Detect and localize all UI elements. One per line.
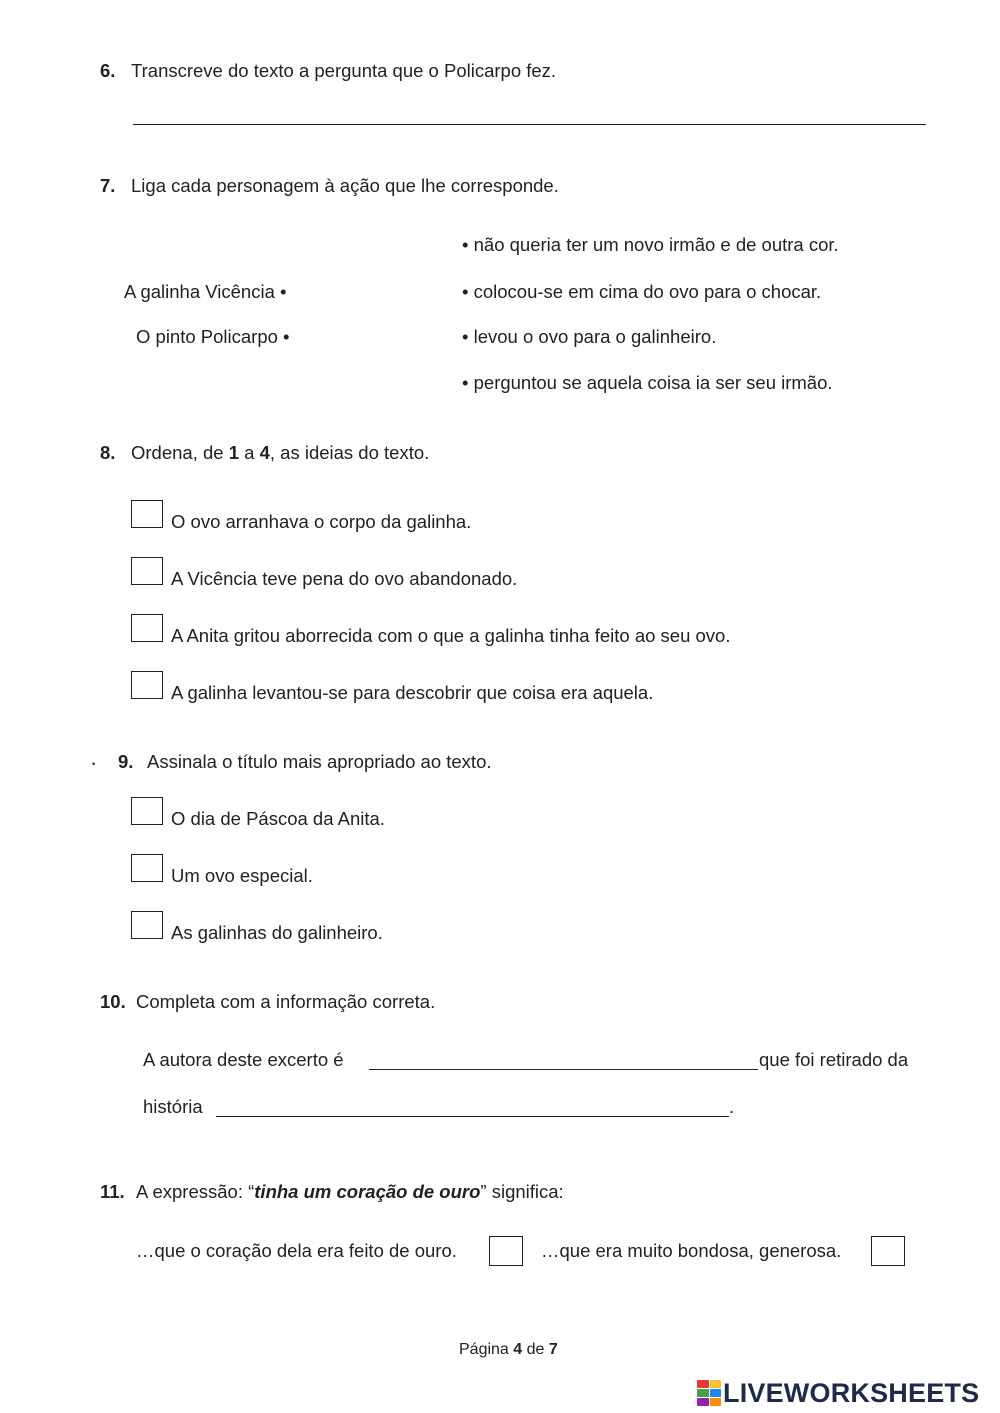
q11-number: 11. (100, 1181, 125, 1202)
q10-author-blank[interactable] (369, 1069, 758, 1070)
q7-number: 7. (100, 175, 116, 196)
q9-check-box-1[interactable] (131, 797, 163, 825)
liveworksheets-logo-text: LIVEWORKSHEETS (723, 1377, 980, 1408)
q7-text: Liga cada personagem à ação que lhe corresponde. (131, 175, 559, 196)
q9-item-1: O dia de Páscoa da Anita. (171, 808, 385, 829)
q9-marker: • (92, 759, 96, 769)
q11-option-1: …que o coração dela era feito de ouro. (136, 1240, 457, 1261)
page-of: de (522, 1341, 549, 1358)
logo-tile-2 (710, 1380, 722, 1388)
q7-action-4[interactable]: • perguntou se aquela coisa ia ser seu irmão. (462, 372, 833, 393)
q8-text (131, 442, 429, 464)
q9-text: Assinala o título mais apropriado ao texto. (147, 751, 492, 772)
q7-action-3[interactable]: • levou o ovo para o galinheiro. (462, 326, 717, 347)
q9-item-2: Um ovo especial. (171, 865, 313, 886)
q7-character-policarpo[interactable]: O pinto Policarpo • (136, 326, 290, 347)
logo-tile-4 (710, 1389, 722, 1397)
q10-story-blank[interactable] (216, 1116, 729, 1117)
q11-text-a: A expressão: “ (136, 1181, 255, 1202)
q8-item-4: A galinha levantou-se para descobrir que coisa era aquela. (171, 682, 654, 703)
q9-check-box-3[interactable] (131, 911, 163, 939)
q8-bold-1: 1 (228, 442, 239, 463)
q8-order-box-2[interactable] (131, 557, 163, 585)
logo-tile-5 (697, 1398, 709, 1406)
q9-check-box-2[interactable] (131, 854, 163, 882)
q6-text: Transcreve do texto a pergunta que o Policarpo fez. (131, 60, 557, 81)
page-current: 4 (513, 1341, 523, 1358)
liveworksheets-logo-icon (697, 1380, 721, 1406)
q8-order-box-1[interactable] (131, 500, 163, 528)
q10-line2-start: história (143, 1096, 203, 1117)
q10-text: Completa com a informação correta. (136, 991, 436, 1012)
q9-item-3: As galinhas do galinheiro. (171, 922, 383, 943)
q11-text-b: ” significa: (480, 1181, 564, 1202)
q11-option-2: …que era muito bondosa, generosa. (541, 1240, 842, 1261)
q7-character-vicencia[interactable]: A galinha Vicência • (124, 281, 287, 302)
q8-number: 8. (100, 442, 116, 463)
q11-text (136, 1181, 564, 1203)
liveworksheets-logo[interactable] (697, 1378, 979, 1408)
q8-item-3: A Anita gritou aborrecida com o que a galinha tinha feito ao seu ovo. (171, 625, 731, 646)
q8-text-b: a (239, 442, 260, 463)
q7-action-1[interactable]: • não queria ter um novo irmão e de outra cor. (462, 234, 839, 255)
logo-tile-6 (710, 1398, 722, 1406)
q8-order-box-3[interactable] (131, 614, 163, 642)
q8-bold-4: 4 (259, 442, 270, 463)
q8-text-a: Ordena, de (131, 442, 229, 463)
q8-item-2: A Vicência teve pena do ovo abandonado. (171, 568, 518, 589)
q7-action-2[interactable]: • colocou-se em cima do ovo para o chocar. (462, 281, 822, 302)
q8-text-c: , as ideias do texto. (269, 442, 430, 463)
q8-item-1: O ovo arranhava o corpo da galinha. (171, 511, 472, 532)
logo-tile-3 (697, 1389, 709, 1397)
q11-option-2-box[interactable] (871, 1236, 905, 1266)
q8-order-box-4[interactable] (131, 671, 163, 699)
logo-tile-1 (697, 1380, 709, 1388)
q9-number: 9. (118, 751, 134, 772)
q10-line2-end: . (729, 1096, 735, 1117)
q11-emphasis: tinha um coração de ouro (254, 1181, 481, 1202)
page-number (459, 1341, 558, 1359)
q6-answer-line[interactable] (133, 124, 926, 125)
q10-number: 10. (100, 991, 126, 1012)
q6-number: 6. (100, 60, 116, 81)
page-total: 7 (548, 1341, 558, 1358)
q11-option-1-box[interactable] (489, 1236, 523, 1266)
q10-line1-start: A autora deste excerto é (143, 1049, 344, 1070)
q10-line1-end: que foi retirado da (759, 1049, 909, 1070)
page-label: Página (459, 1341, 514, 1358)
